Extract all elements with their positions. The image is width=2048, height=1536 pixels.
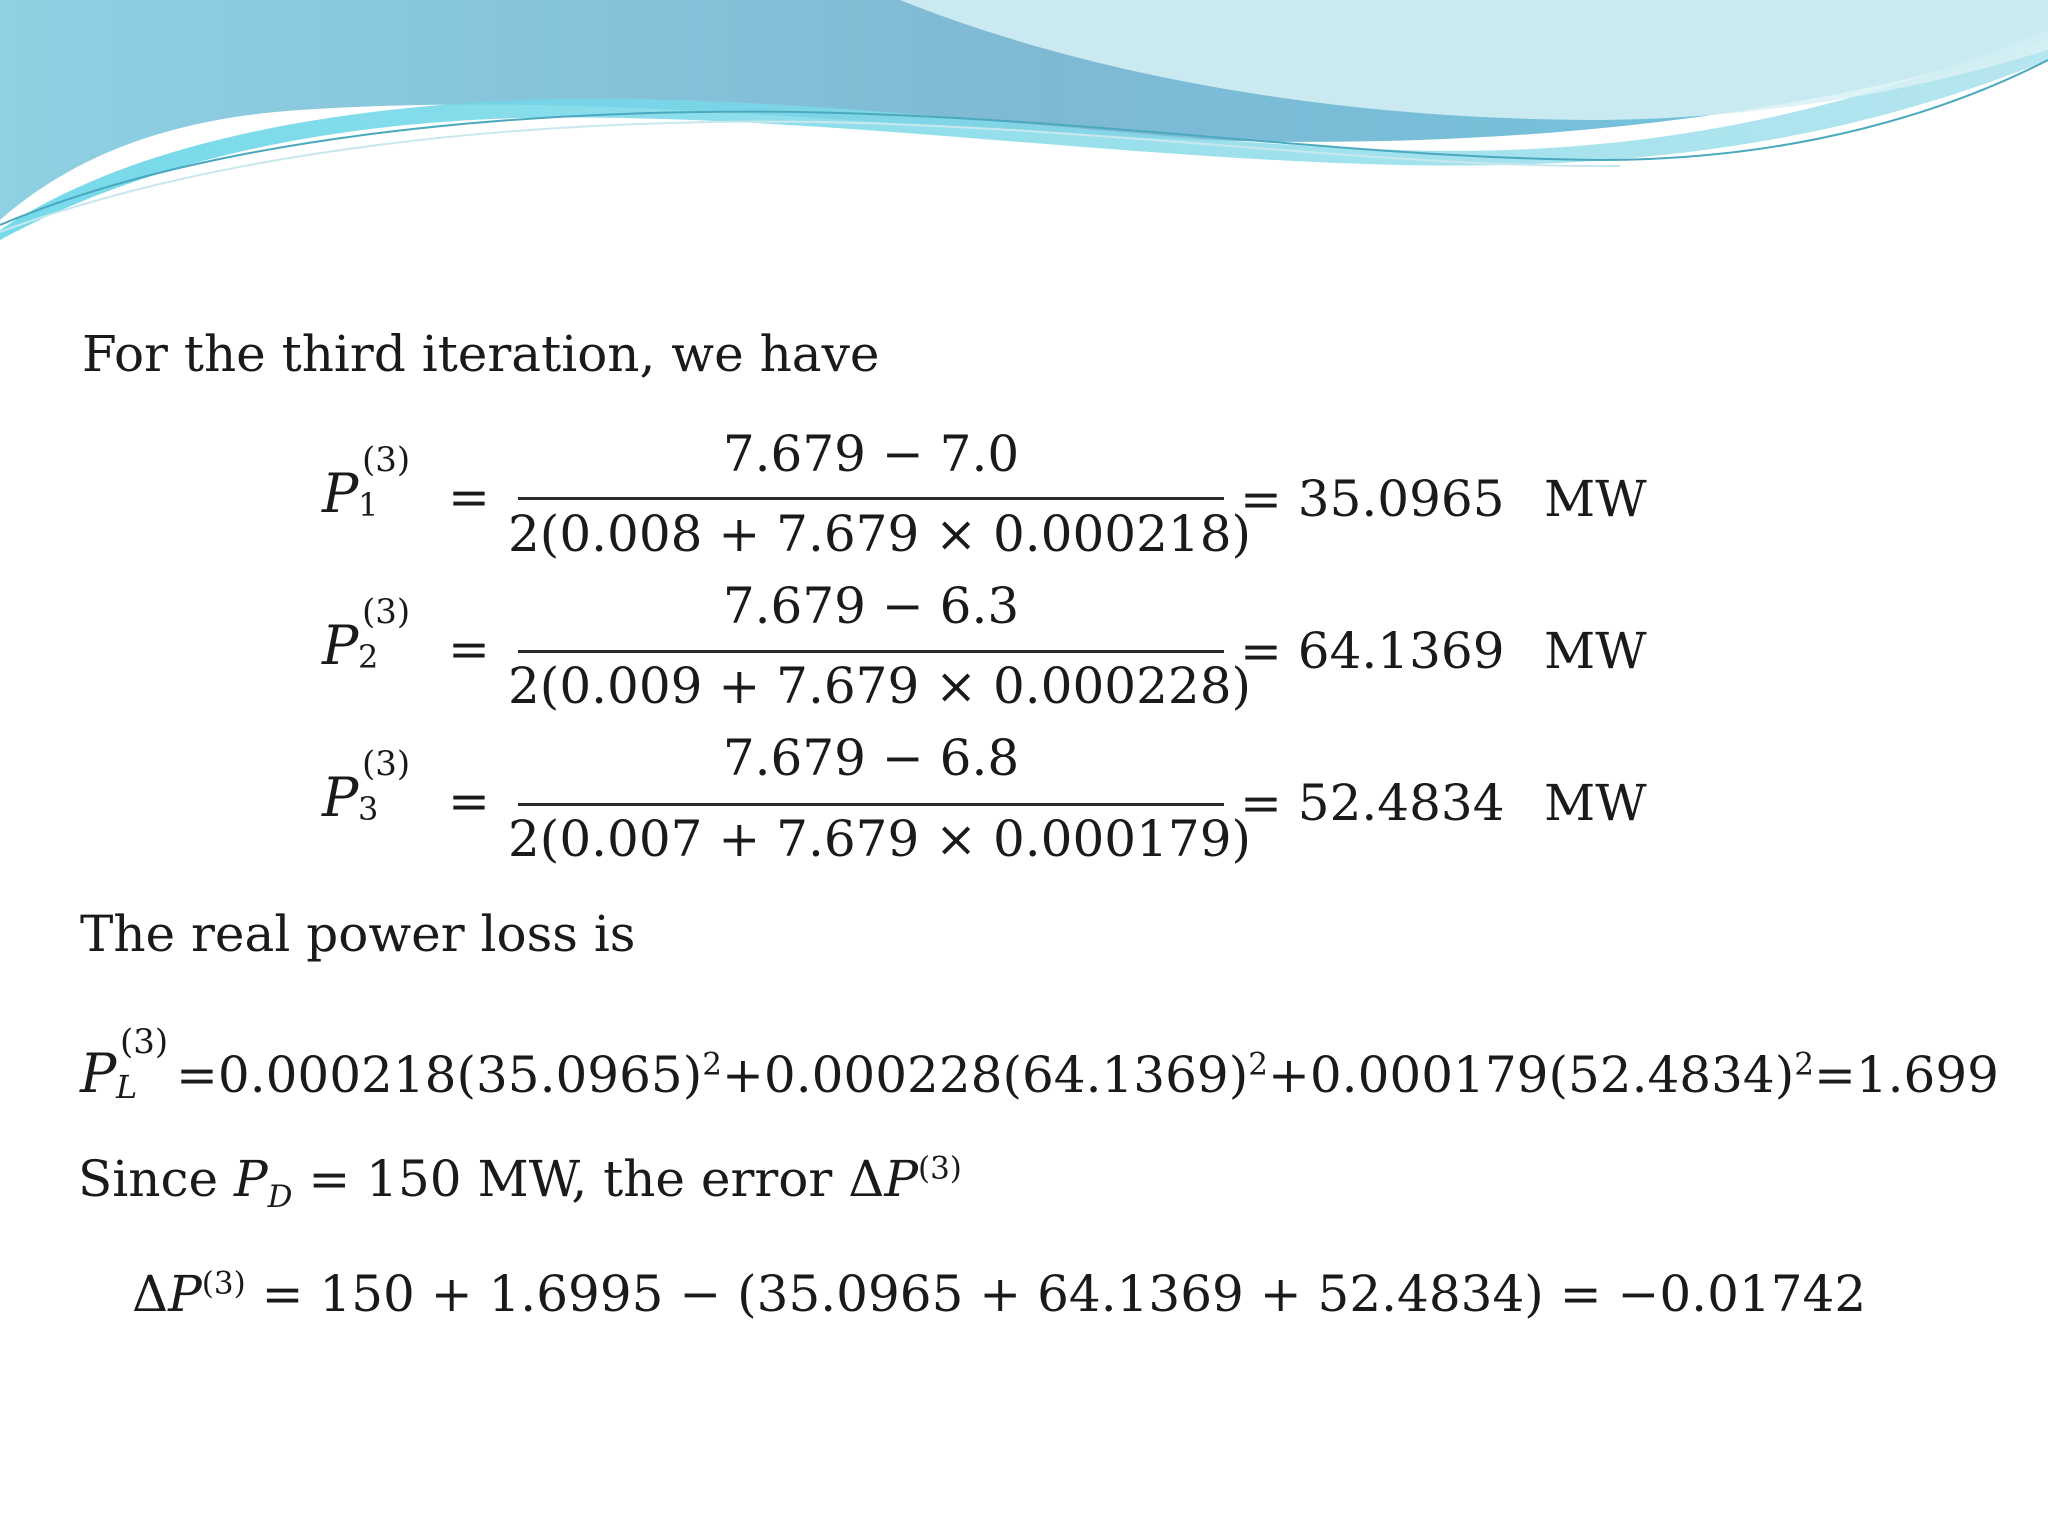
p1-unit: MW: [1544, 470, 1647, 528]
p3-denominator: 2(0.007 + 7.679 × 0.000179): [508, 810, 1252, 868]
delta-rhs: = 150 + 1.6995 − (35.0965 + 64.1369 + 52.4834) = −0.01742: [261, 1265, 1867, 1323]
loss-term-1: =0.000218(35.0965): [176, 1046, 703, 1104]
loss-result: =1.699: [1813, 1046, 1999, 1104]
loss-exp-3: 2: [1794, 1046, 1814, 1083]
since-line: Since $P_D = 150$ MW, the error ΔP$^{(3)}$: [78, 1150, 962, 1215]
loss-term-2: +0.000228(64.1369): [721, 1046, 1249, 1104]
p2-symbol: P (3) 2: [322, 592, 411, 677]
header-wave-banner: [0, 0, 2048, 240]
p1-symbol: P (3) 1: [322, 440, 411, 525]
p2-fraction-bar: [518, 650, 1224, 653]
loss-heading: The real power loss is: [80, 905, 636, 963]
p1-denominator: 2(0.008 + 7.679 × 0.000218): [508, 505, 1252, 563]
p3-unit: MW: [1544, 774, 1647, 832]
intro-text: For the third iteration, we have: [82, 325, 880, 383]
p3-numerator: 7.679 − 6.8: [722, 729, 1020, 787]
p1-equals: =: [448, 468, 490, 526]
loss-term-3: +0.000179(52.4834): [1267, 1046, 1795, 1104]
p2-value: = 64.1369: [1240, 622, 1505, 680]
p2-denominator: 2(0.009 + 7.679 × 0.000228): [508, 657, 1252, 715]
loss-exp-2: 2: [1248, 1046, 1268, 1083]
p3-equals: =: [448, 772, 490, 830]
p3-value: = 52.4834: [1240, 774, 1505, 832]
p1-fraction-bar: [518, 497, 1224, 500]
p3-symbol: P (3) 3: [322, 744, 411, 829]
p1-numerator: 7.679 − 7.0: [722, 425, 1020, 483]
pl-symbol: P (3) L: [80, 1022, 169, 1106]
loss-equation: [80, 1022, 1999, 1106]
loss-exp-1: 2: [702, 1046, 722, 1083]
p1-value: = 35.0965: [1240, 470, 1505, 528]
p2-numerator: 7.679 − 6.3: [722, 577, 1020, 635]
p2-unit: MW: [1544, 622, 1647, 680]
delta-equation: ΔP$^{(3)}$ = 150 + 1.6995 − (35.0965 + 64.1369 + 52.4834) = −0.01742: [132, 1265, 1867, 1323]
p2-equals: =: [448, 620, 490, 678]
p3-fraction-bar: [518, 803, 1224, 806]
